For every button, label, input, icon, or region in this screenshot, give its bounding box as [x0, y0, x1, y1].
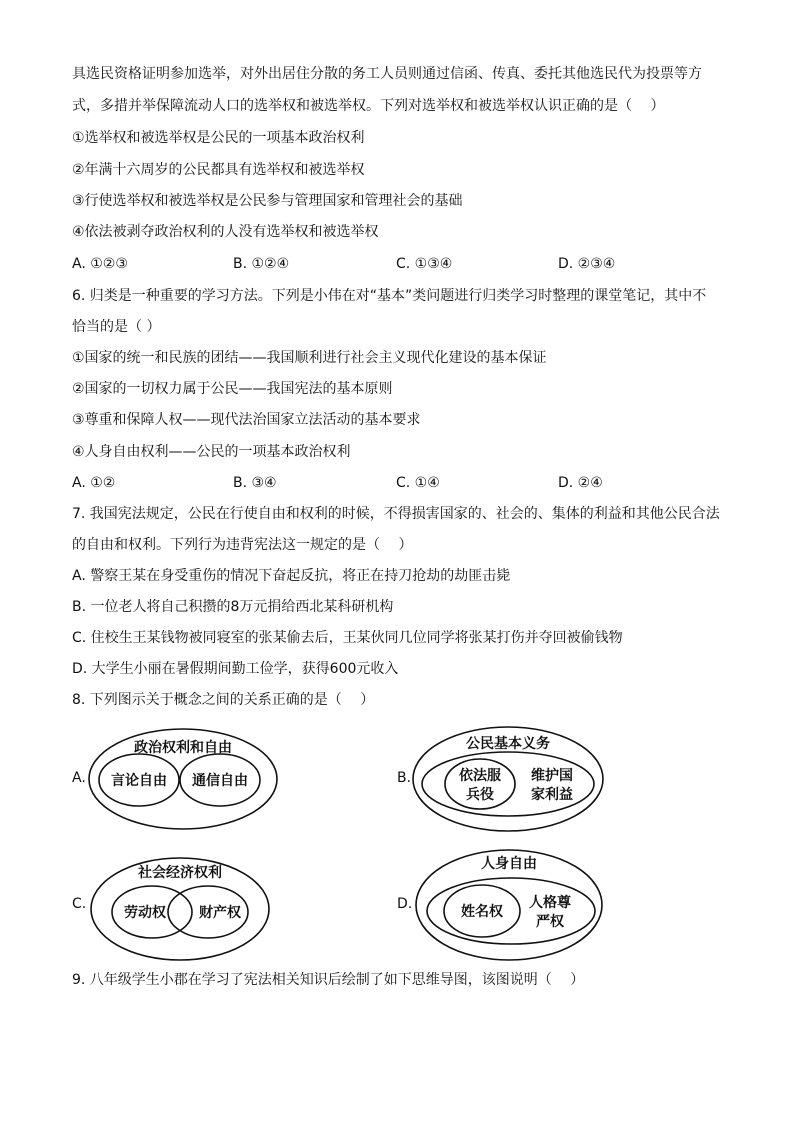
- intro-line-1: 具选民资格证明参加选举，对外出居住分散的务工人员则通过信函、传真、委托其他选民代为投票等方: [72, 66, 702, 82]
- diagram-c: [90, 857, 270, 961]
- q6-item-2: ②国家的一切权力属于公民——我国宪法的基本原则: [72, 381, 393, 397]
- q6-line-1: 6. 归类是一种重要的学习方法。下列是小伟在对“基本”类问题进行归类学习时整理的课堂笔记，其中不: [72, 288, 707, 304]
- diagram-b-label: B.: [397, 770, 412, 786]
- q9-line-1: 9. 八年级学生小郡在学习了宪法相关知识后绘制了如下思维导图，该图说明（ ）: [72, 972, 585, 988]
- intro-item-4: ④依法被剥夺政治权利的人没有选举权和被选举权: [72, 224, 379, 240]
- diagram-c-label: C.: [72, 896, 87, 912]
- q6-item-4: ④人身自由权利——公民的一项基本政治权利: [72, 444, 351, 460]
- diagram-a-left-text: 言论自由: [111, 773, 167, 789]
- diagram-a-outer-text: 政治权利和自由: [134, 740, 232, 756]
- diagram-b-right-text-2: 家利益: [531, 787, 573, 803]
- diagram-d-inner-text: 姓名权: [461, 904, 503, 920]
- intro-option-c: C. ①③④: [396, 256, 453, 272]
- diagram-a-label: A.: [72, 770, 86, 786]
- diagram-b-outer-text: 公民基本义务: [466, 736, 550, 752]
- diagram-b: [412, 726, 604, 832]
- diagram-d-right-text-1: 人格尊: [529, 895, 571, 911]
- intro-item-1: ①选举权和被选举权是公民的一项基本政治权利: [72, 130, 365, 146]
- diagram-c-outer-text: 社会经济权利: [138, 865, 222, 881]
- diagram-b-inner-text-1: 依法服: [459, 768, 501, 784]
- diagram-d-label: D.: [397, 896, 413, 912]
- diagram-b-right-text-1: 维护国: [531, 768, 573, 784]
- diagram-d-right-text-2: 严权: [536, 914, 564, 930]
- intro-option-a: A. ①②③: [72, 256, 128, 272]
- intro-item-2: ②年满十六周岁的公民都具有选举权和被选举权: [72, 162, 365, 178]
- q7-option-d: D. 大学生小丽在暑假期间勤工俭学，获得600元收入: [72, 661, 399, 677]
- diagram-d-outer-text: 人身自由: [481, 856, 537, 872]
- diagram-d: [415, 849, 603, 961]
- q7-option-a: A. 警察王某在身受重伤的情况下奋起反抗，将正在持刀抢劫的劫匪击毙: [72, 568, 511, 584]
- intro-line-2: 式，多措并举保障流动人口的选举权和被选举权。下列对选举权和被选举权认识正确的是（ ）: [72, 98, 665, 114]
- q8-line-1: 8. 下列图示关于概念之间的关系正确的是（ ）: [72, 692, 375, 708]
- q6-item-3: ③尊重和保障人权——现代法治国家立法活动的基本要求: [72, 412, 421, 428]
- intro-item-3: ③行使选举权和被选举权是公民参与管理国家和管理社会的基础: [72, 193, 463, 209]
- q7-option-b: B. 一位老人将自己积攒的8万元捐给西北某科研机构: [72, 599, 394, 615]
- q7-option-c: C. 住校生王某钱物被同寝室的张某偷去后，王某伙同几位同学将张某打伤并夺回被偷钱物: [72, 630, 623, 646]
- intro-option-b: B. ①②④: [233, 256, 290, 272]
- diagram-a: [88, 728, 278, 830]
- diagram-a-right-text: 通信自由: [192, 773, 248, 789]
- q6-line-2: 恰当的是（ ）: [72, 319, 161, 335]
- q6-option-c: C. ①④: [396, 475, 440, 491]
- q7-line-1: 7. 我国宪法规定，公民在行使自由和权利的时候，不得损害国家的、社会的、集体的利益和其他公民合法: [72, 506, 720, 522]
- q6-option-b: B. ③④: [233, 475, 277, 491]
- diagram-c-right-text: 财产权: [199, 905, 241, 921]
- diagram-b-inner-text-2: 兵役: [466, 787, 494, 803]
- q6-option-a: A. ①②: [72, 475, 116, 491]
- q6-item-1: ①国家的统一和民族的团结——我国顺利进行社会主义现代化建设的基本保证: [72, 350, 547, 366]
- intro-option-d: D. ②③④: [558, 256, 616, 272]
- diagram-c-left-text: 劳动权: [124, 905, 166, 921]
- q6-option-d: D. ②④: [558, 475, 603, 491]
- q7-line-2: 的自由和权利。下列行为违背宪法这一规定的是（ ）: [72, 537, 413, 553]
